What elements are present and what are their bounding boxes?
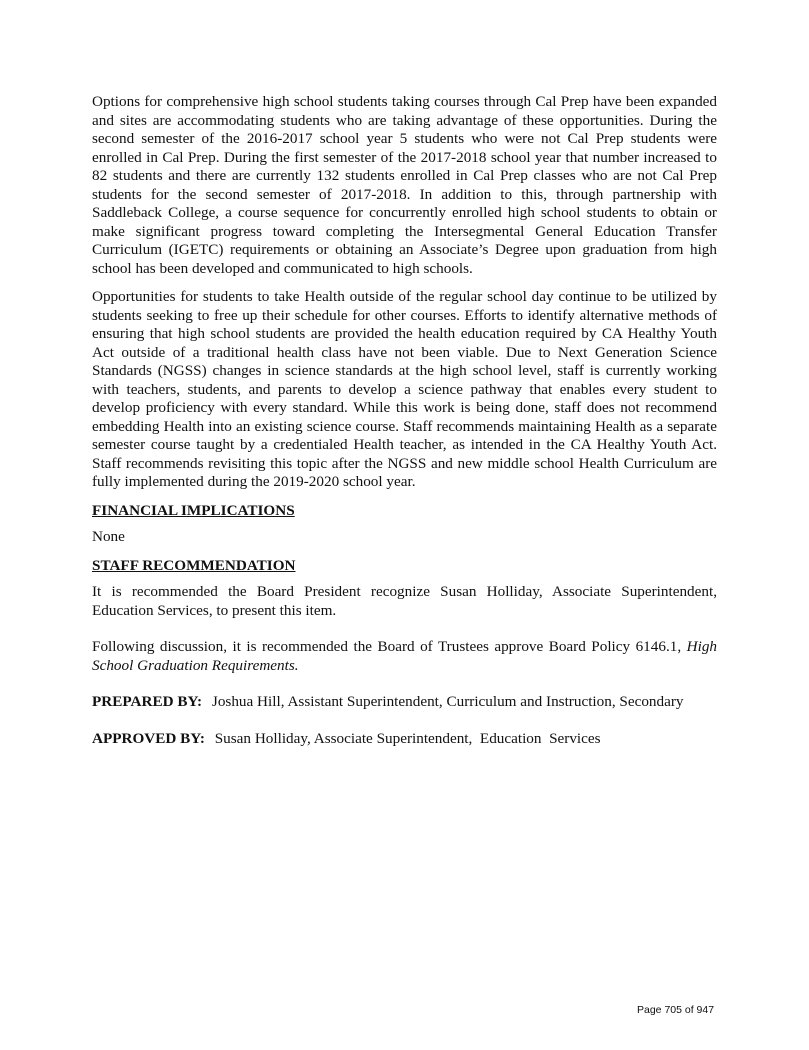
staff-recommendation-heading: STAFF RECOMMENDATION	[92, 556, 296, 574]
approved-by-label: APPROVED BY:	[92, 729, 205, 747]
prepared-by-label: PREPARED BY:	[92, 693, 203, 710]
approved-by-line	[92, 730, 717, 749]
recommendation-paragraph-1: It is recommended the Board President recognize Susan Holliday, Associate Superintendent, Education Services, to present this item.	[92, 583, 717, 619]
approved-by-value: Susan Holliday, Associate Superintendent, Education Services	[214, 729, 601, 747]
document-page	[92, 93, 717, 766]
page-number: Page 705 of 947	[637, 1004, 715, 1016]
body-paragraph-health: Opportunities for students to take Health outside of the regular school day continue to be utilized by students seeking to free up their schedule for other courses. Efforts to identify alternative methods of ensuring that high school students are provided the health education required by CA Healthy Youth Act outside of a traditional health class have not been viable. Due to Next Generation Science Standards (NGSS) changes in science standards at the high school level, staff is currently working with teachers, students, and parents to develop a science pathway that enables every student to develop proficiency with every standard. While this work is being done, staff does not recommend embedding Health into an existing science course. Staff recommends maintaining Health as a separate semester course taught by a credentialed Health teacher, as intended in the CA Healthy Youth Act. Staff recommends revisiting this topic after the NGSS and new middle school Health Curriculum are fully implemented during the 2019-2020 school year.	[92, 288, 717, 490]
recommendation-paragraph-2	[92, 638, 717, 675]
prepared-by-value: Joshua Hill, Assistant Superintendent, Curriculum and Instruction, Secondary	[211, 693, 684, 710]
financial-implications-heading: FINANCIAL IMPLICATIONS	[92, 501, 295, 519]
body-paragraph-cal-prep: Options for comprehensive high school students taking courses through Cal Prep have been expanded and sites are accommodating students who are taking advantage of these opportunities. During the second semester of the 2016-2017 school year 5 students who were not Cal Prep students were enrolled in Cal Prep. During the first semester of the 2017-2018 school year that number increased to 82 students and there are currently 132 students enrolled in Cal Prep classes who are not Cal Prep students for the second semester of 2017-2018. In addition to this, through partnership with Saddleback College, a course sequence for concurrently enrolled high school students to obtain or make significant progress toward completing the Intersegmental General Education Transfer Curriculum (IGETC) requirements or obtaining an Associate’s Degree upon graduation from high school has been developed and communicated to high schools.	[92, 93, 717, 277]
policy-title: High School Graduation Requirements.	[92, 638, 717, 674]
prepared-by-line	[92, 693, 717, 712]
recommendation-text: Following discussion, it is recommended the Board of Trustees approve Board Policy 6146.1,	[92, 638, 687, 655]
financial-implications-text: None	[92, 528, 125, 545]
